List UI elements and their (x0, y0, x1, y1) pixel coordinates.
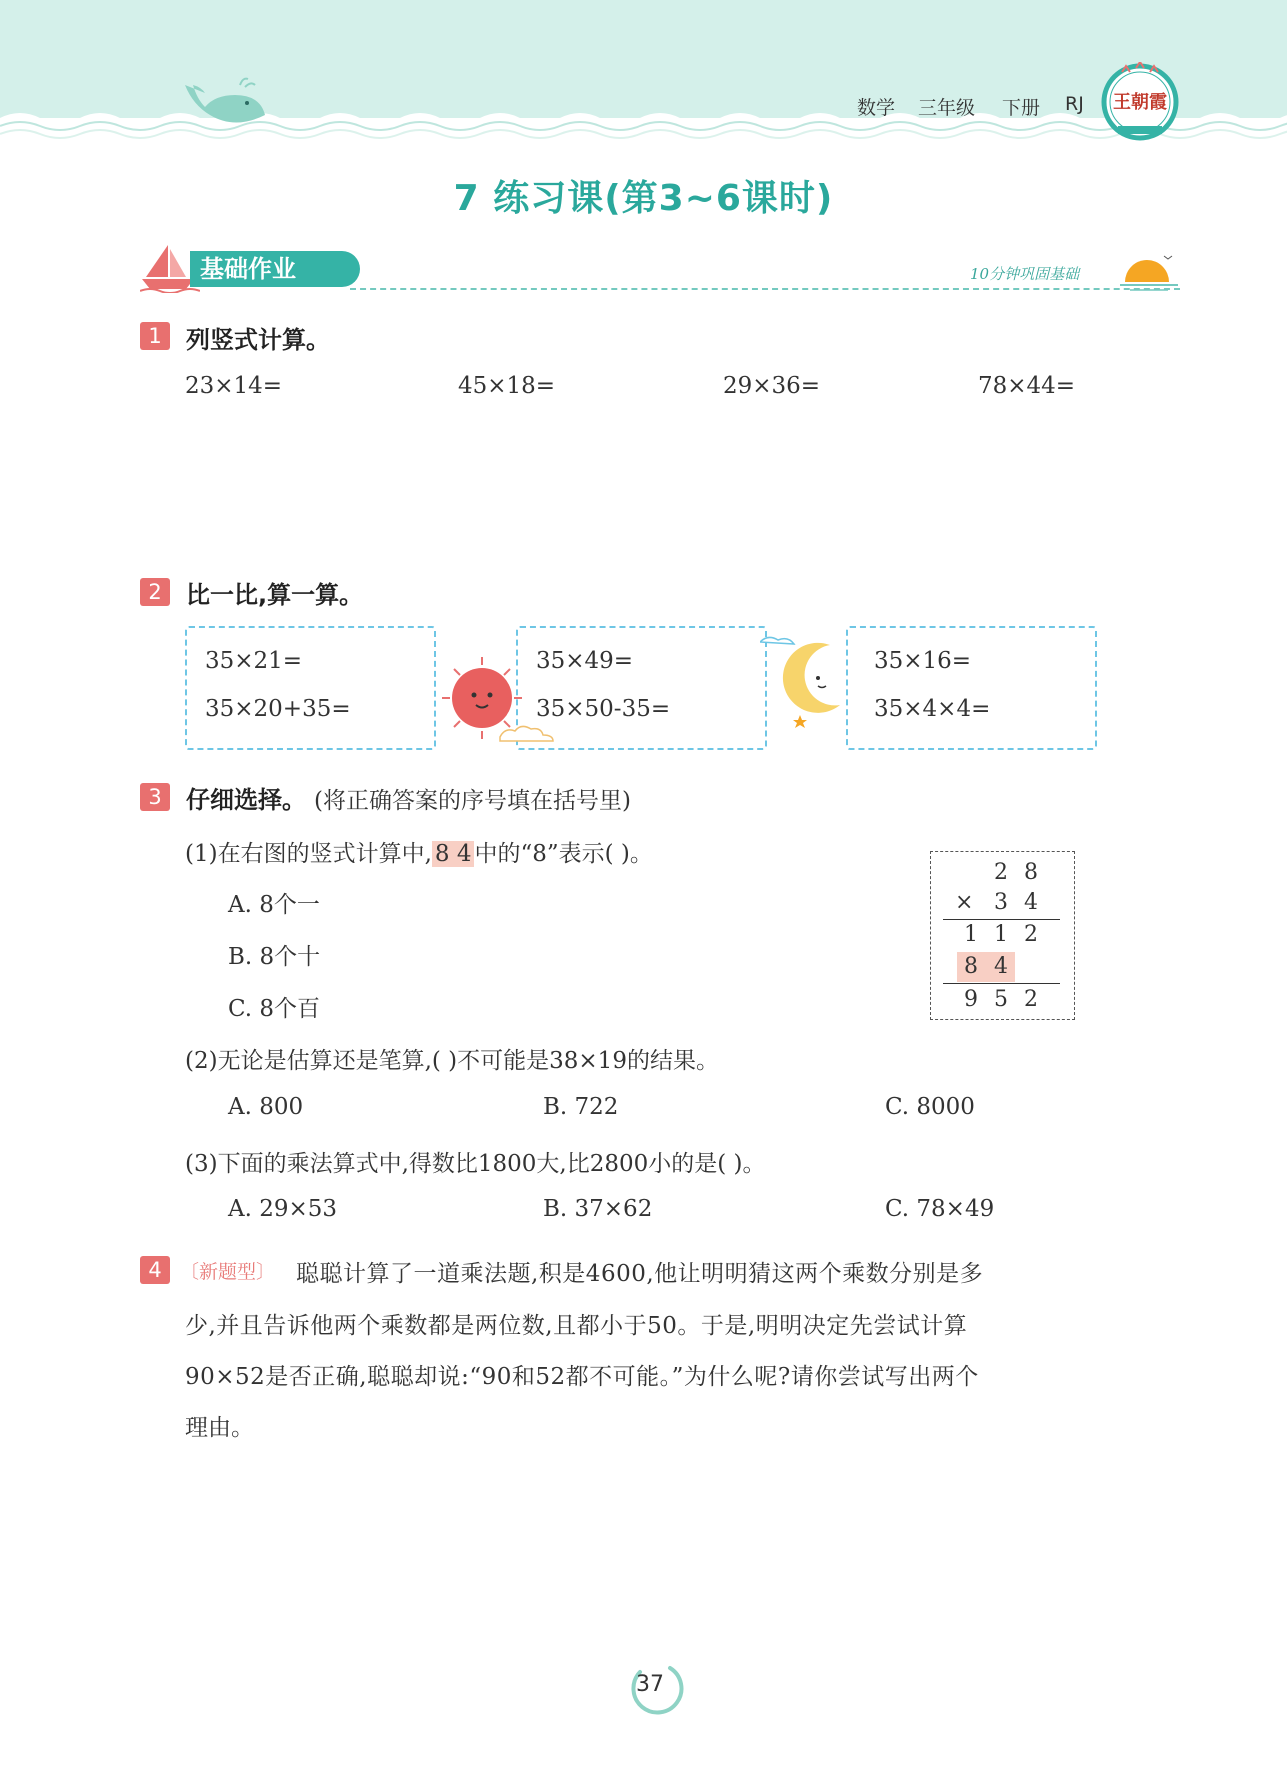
q3-p2-option-c: C. 8000 (885, 1094, 975, 1120)
header-volume: 下册 (1002, 97, 1041, 119)
q2-box-1 (185, 626, 436, 750)
q3-part-1-highlight: 8 4 (432, 841, 475, 867)
q2-box-3-line-2: 35×4×4= (874, 696, 991, 722)
sunset-icon (1120, 252, 1180, 292)
question-3-note: (将正确答案的序号填在括号里) (314, 788, 631, 814)
question-number-3: 3 (140, 783, 170, 811)
q3-p2-option-a: A. 800 (228, 1094, 304, 1120)
sun-icon (440, 655, 570, 750)
q3-p1-option-b: B. 8个十 (228, 944, 321, 970)
q3-p3-option-b: B. 37×62 (543, 1196, 653, 1222)
vm-row-2-d1: 3 (994, 890, 1008, 915)
vm-row-3-d3: 2 (1024, 922, 1038, 947)
brand-logo (1100, 62, 1180, 142)
q3-part-1-pre: (1)在右图的竖式计算中, (185, 841, 432, 867)
q3-p1-option-c: C. 8个百 (228, 996, 321, 1022)
header-subject: 数学 (857, 97, 896, 119)
q3-p1-option-a: A. 8个一 (228, 892, 320, 918)
q1-item-1: 23×14= (185, 373, 283, 399)
q4-line-2: 少,并且告诉他两个乘数都是两位数,且都小于50。于是,明明决定先尝试计算 (185, 1313, 968, 1339)
question-number-2: 2 (140, 578, 170, 606)
vm-row-5-d2: 5 (994, 987, 1008, 1012)
q2-box-2-line-1: 35×49= (536, 648, 634, 674)
q3-part-1-post: 中的“8”表示( )。 (474, 841, 653, 867)
vm-row-3-d1: 1 (964, 922, 978, 947)
section-divider (350, 288, 1180, 290)
q1-item-4: 78×44= (978, 373, 1076, 399)
q2-box-2-line-2: 35×50-35= (536, 696, 671, 722)
vm-line-2 (943, 983, 1060, 984)
q3-part-1 (185, 835, 653, 868)
q1-item-3: 29×36= (723, 373, 821, 399)
q4-line-3: 90×52是否正确,聪聪却说:“90和52都不可能。”为什么呢?请你尝试写出两个 (185, 1364, 979, 1390)
question-3-title: 仔细选择。 (186, 786, 306, 814)
section-label: 基础作业 (190, 251, 360, 287)
vm-row-1-d1: 2 (994, 860, 1008, 885)
logo-text: 王朝霞 (1113, 92, 1167, 113)
vm-row-4-d1: 8 (964, 954, 978, 979)
q1-item-2: 45×18= (458, 373, 556, 399)
q2-box-1-line-1: 35×21= (205, 648, 303, 674)
q2-box-3-line-1: 35×16= (874, 648, 972, 674)
q2-box-3 (846, 626, 1097, 750)
q4-line-4: 理由。 (185, 1415, 254, 1441)
vm-row-4-d2: 4 (994, 954, 1008, 979)
q3-p3-option-c: C. 78×49 (885, 1196, 995, 1222)
q2-box-1-line-2: 35×20+35= (205, 696, 351, 722)
vm-row-3-d2: 1 (994, 922, 1008, 947)
moon-icon (760, 630, 850, 730)
whale-icon (175, 75, 275, 135)
vm-times-sign: × (955, 890, 974, 915)
header-edition: RJ (1065, 93, 1084, 115)
question-number-4: 4 (140, 1256, 170, 1284)
q4-line-1: 聪聪计算了一道乘法题,积是4600,他让明明猜这两个乘数分别是多 (296, 1261, 984, 1287)
page-number: 37 (636, 1672, 664, 1697)
q3-p2-option-b: B. 722 (543, 1094, 619, 1120)
header-grade: 三年级 (918, 97, 976, 119)
section-subtag: 10分钟巩固基础 (970, 265, 1080, 283)
vertical-multiplication-figure (930, 851, 1075, 1020)
q3-p3-option-a: A. 29×53 (228, 1196, 338, 1222)
vm-row-1-d2: 8 (1024, 860, 1038, 885)
page-title: 7 练习课(第3~6课时) (453, 178, 834, 219)
question-number-1: 1 (140, 322, 170, 350)
question-2-title: 比一比,算一算。 (186, 581, 364, 609)
vm-row-5-d1: 9 (964, 987, 978, 1012)
q3-part-2: (2)无论是估算还是笔算,( )不可能是38×19的结果。 (185, 1048, 719, 1074)
question-1-title: 列竖式计算。 (186, 326, 330, 354)
new-question-type-tag: 〔新题型〕 (180, 1261, 276, 1283)
vm-row-5-d3: 2 (1024, 987, 1038, 1012)
q3-part-3: (3)下面的乘法算式中,得数比1800大,比2800小的是( )。 (185, 1151, 766, 1177)
vm-row-2-d2: 4 (1024, 890, 1038, 915)
